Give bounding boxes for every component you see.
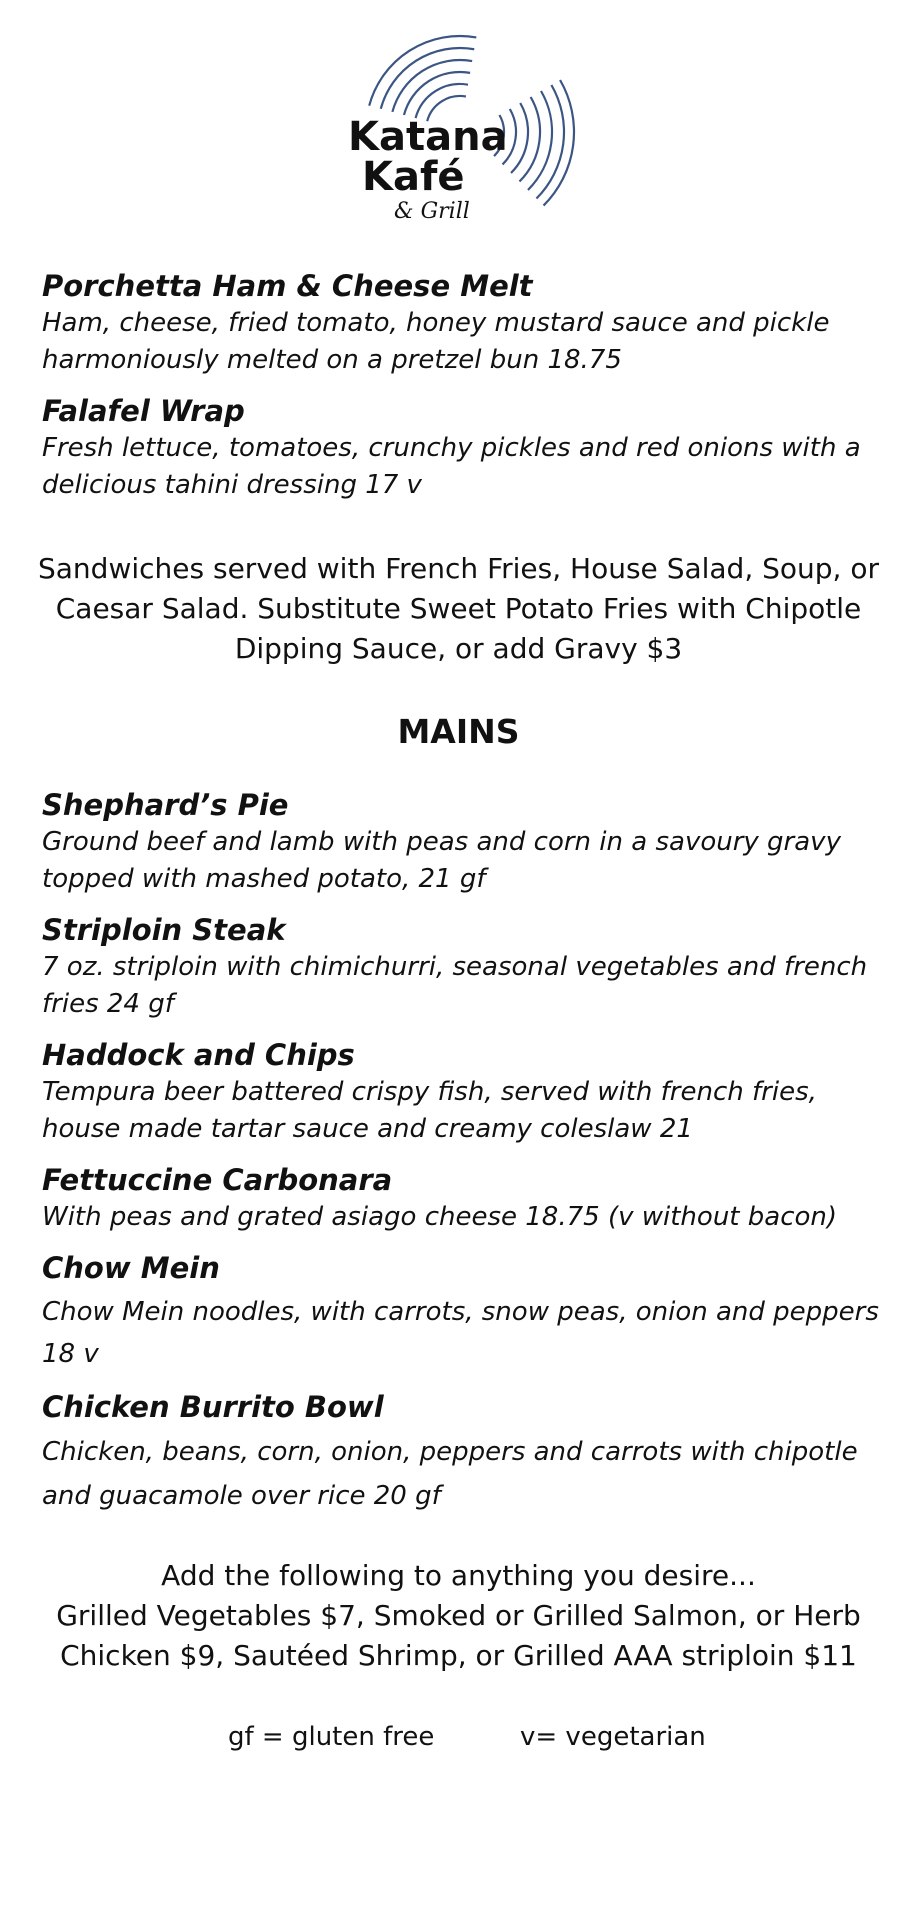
sound-wave-arcs-top bbox=[369, 36, 476, 121]
menu-item bbox=[42, 1036, 882, 1148]
menu-item bbox=[42, 786, 882, 898]
menu-item bbox=[42, 1249, 882, 1375]
sound-wave-arc bbox=[381, 48, 474, 109]
menu-item-description: Chicken, beans, corn, onion, peppers and carrots with chipotle and guacamole over rice 20 gf bbox=[42, 1437, 858, 1511]
sound-wave-arc bbox=[392, 60, 472, 112]
menu-item-name: Falafel Wrap bbox=[42, 394, 245, 428]
menu-item-description: Ham, cheese, fried tomato, honey mustard sauce and pickle harmoniously melted on a pretzel bun 18.75 bbox=[42, 308, 830, 375]
legend-vegetarian: v= vegetarian bbox=[520, 1722, 706, 1752]
menu-item-name: Shephard’s Pie bbox=[42, 788, 289, 822]
menu-item-description: Chow Mein noodles, with carrots, snow peas, onion and peppers 18 v bbox=[42, 1297, 879, 1369]
addons-list: Grilled Vegetables $7, Smoked or Grilled Salmon, or Herb Chicken $9, Sautéed Shrimp, or Grilled AAA striploin $11 bbox=[56, 1599, 861, 1672]
menu-item-description: Tempura beer battered crispy fish, served with french fries, house made tartar sauce and creamy coleslaw 21 bbox=[42, 1077, 817, 1144]
legend-gluten-free: gf = gluten free bbox=[228, 1722, 435, 1752]
logo-text-katana: Katana bbox=[348, 114, 508, 160]
menu-item-name: Chow Mein bbox=[42, 1251, 220, 1285]
menu-item bbox=[42, 911, 882, 1023]
menu-item-name: Chicken Burrito Bowl bbox=[42, 1390, 384, 1424]
sound-wave-arc bbox=[511, 103, 528, 173]
logo-text-kafe: Kafé bbox=[362, 154, 465, 200]
menu-item bbox=[42, 1161, 882, 1236]
menu-item bbox=[42, 392, 882, 504]
logo-text-grill: & Grill bbox=[394, 199, 470, 224]
menu-item-name: Striploin Steak bbox=[42, 913, 286, 947]
menu-item-description: Ground beef and lamb with peas and corn in a savoury gravy topped with mashed potato, 21 gf bbox=[42, 827, 841, 894]
addons-section bbox=[30, 1556, 887, 1676]
menu-item-name: Porchetta Ham & Cheese Melt bbox=[42, 269, 533, 303]
menu-item bbox=[42, 1388, 882, 1518]
mains-items bbox=[42, 786, 882, 1531]
sandwich-sides-note: Sandwiches served with French Fries, House Salad, Soup, or Caesar Salad. Substitute Sweet Potato Fries with Chipotle Dipping Sauce, or add Gravy $3 bbox=[38, 552, 879, 665]
menu-item-description: With peas and grated asiago cheese 18.75 (v without bacon) bbox=[42, 1202, 838, 1232]
addons-intro: Add the following to anything you desire... bbox=[161, 1559, 756, 1592]
restaurant-logo bbox=[340, 22, 580, 232]
sandwich-items bbox=[42, 267, 882, 517]
sound-wave-arc bbox=[536, 85, 564, 198]
menu-item-description: 7 oz. striploin with chimichurri, seasonal vegetables and french fries 24 gf bbox=[42, 952, 868, 1019]
menu-item-description: Fresh lettuce, tomatoes, crunchy pickles and red onions with a delicious tahini dressing 17 v bbox=[42, 433, 861, 500]
section-heading-mains: MAINS bbox=[397, 712, 520, 751]
menu-item bbox=[42, 267, 882, 379]
logo-graphic bbox=[340, 22, 580, 232]
menu-item-name: Fettuccine Carbonara bbox=[42, 1163, 393, 1197]
menu-item-name: Haddock and Chips bbox=[42, 1038, 355, 1072]
